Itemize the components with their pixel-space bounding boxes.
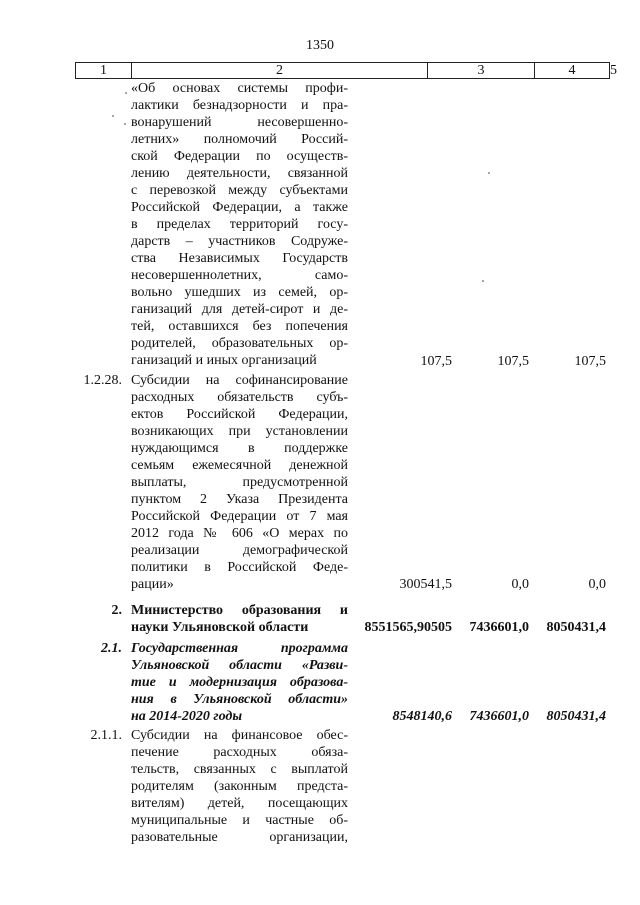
row-continuation-col4: 107,5	[497, 354, 529, 369]
description-line: разовательные организации,	[131, 830, 348, 845]
description-line: политики в Российской Феде-	[131, 560, 348, 575]
header-col-4: 4	[568, 63, 576, 78]
description-line: вольно ушедших из семей, ор-	[131, 285, 348, 300]
description-line: науки Ульяновской области	[131, 620, 309, 635]
row-2-col5: 8050431,4	[546, 620, 606, 635]
row-continuation-col5: 107,5	[574, 354, 606, 369]
description-line: вонарушений несовершенно-	[131, 115, 348, 130]
row-continuation-col3: 107,5	[420, 354, 452, 369]
scan-speck	[482, 280, 484, 282]
description-line: Российской Федерации от 7 мая	[131, 509, 348, 524]
row-1-2-28-description	[131, 372, 348, 593]
description-line: рации»	[131, 577, 174, 592]
scan-speck	[112, 115, 114, 117]
scan-speck	[488, 172, 490, 174]
description-line: тие и модернизация образова-	[131, 675, 348, 690]
description-line: Государственная программа	[131, 641, 348, 656]
header-col-1: 1	[100, 63, 107, 78]
description-line: Ульяновской области «Разви-	[131, 658, 348, 673]
scan-speck	[125, 92, 127, 94]
description-line: тей, оставшихся без попечения	[131, 319, 348, 334]
row-1-2-28-col5: 0,0	[588, 577, 606, 592]
scan-speck	[124, 123, 126, 125]
description-line: возникающих при установлении	[131, 424, 348, 439]
description-line: на 2014-2020 годы	[131, 709, 243, 724]
row-number: 2.1.1.	[90, 728, 122, 743]
description-line: «Об основах системы профи-	[131, 81, 348, 96]
description-line: ской Федерации по осуществ-	[131, 149, 348, 164]
row-2-1-1-description	[131, 727, 348, 846]
description-line: 2012 года № 606 «О мерах по	[131, 526, 348, 541]
description-line: печение расходных обяза-	[131, 745, 348, 760]
description-line: летних» полномочий Россий-	[131, 132, 348, 147]
description-line: лактики безнадзорности и пра-	[131, 98, 348, 113]
description-line: ния в Ульяновской области»	[131, 692, 348, 707]
header-col-3: 3	[477, 63, 485, 78]
row-2-col4: 7436601,0	[469, 620, 529, 635]
description-line: в пределах территорий госу-	[131, 217, 348, 232]
row-2-description	[131, 602, 348, 636]
row-2-1-description	[131, 640, 348, 725]
row-2-1-col3: 8548140,6	[392, 709, 452, 724]
description-line: вителям) детей, посещающих	[131, 796, 348, 811]
description-line: Субсидии на софинансирование	[131, 373, 348, 388]
description-line: ганизаций и иных организаций	[131, 353, 317, 368]
description-line: родителей, образовательных ор-	[131, 336, 348, 351]
row-1-2-28-col4: 0,0	[511, 577, 529, 592]
row-1-2-28-col3: 300541,5	[399, 577, 452, 592]
description-line: семьям ежемесячной денежной	[131, 458, 348, 473]
description-line: выплаты, предусмотренной	[131, 475, 348, 490]
description-line: дарств – участников Содруже-	[131, 234, 348, 249]
description-line: муниципальные и частные об-	[131, 813, 348, 828]
description-line: ганизаций для детей-сирот и де-	[131, 302, 348, 317]
description-line: пунктом 2 Указа Президента	[131, 492, 348, 507]
description-line: Субсидии на финансовое обес-	[131, 728, 348, 743]
description-line: лению деятельности, связанной	[131, 166, 348, 181]
description-line: Министерство образования и	[131, 603, 348, 618]
description-line: расходных обязательств субъ-	[131, 390, 348, 405]
row-number: 1.2.28.	[83, 373, 122, 388]
description-line: ектов Российской Федерации,	[131, 407, 348, 422]
description-line: родителям (законным предста-	[131, 779, 348, 794]
description-line: Российской Федерации, а также	[131, 200, 348, 215]
row-2-1-col5: 8050431,4	[546, 709, 606, 724]
row-number: 2.1.	[101, 641, 122, 656]
header-col-2: 2	[276, 63, 283, 78]
description-line: ства Независимых Государств	[131, 251, 348, 266]
row-continuation-description	[131, 80, 348, 369]
description-line: тельств, связанных с выплатой	[131, 762, 348, 777]
row-2-1-col4: 7436601,0	[469, 709, 529, 724]
row-number: 2.	[111, 603, 122, 618]
row-2-col3: 8551565,90505	[364, 620, 452, 635]
page-number: 1350	[306, 38, 334, 53]
description-line: нуждающимся в поддержке	[131, 441, 348, 456]
table-header: 1 2 3 4 5	[75, 62, 610, 79]
description-line: с перевозкой между субъектами	[131, 183, 348, 198]
description-line: реализации демографической	[131, 543, 348, 558]
description-line: несовершеннолетних, само-	[131, 268, 348, 283]
